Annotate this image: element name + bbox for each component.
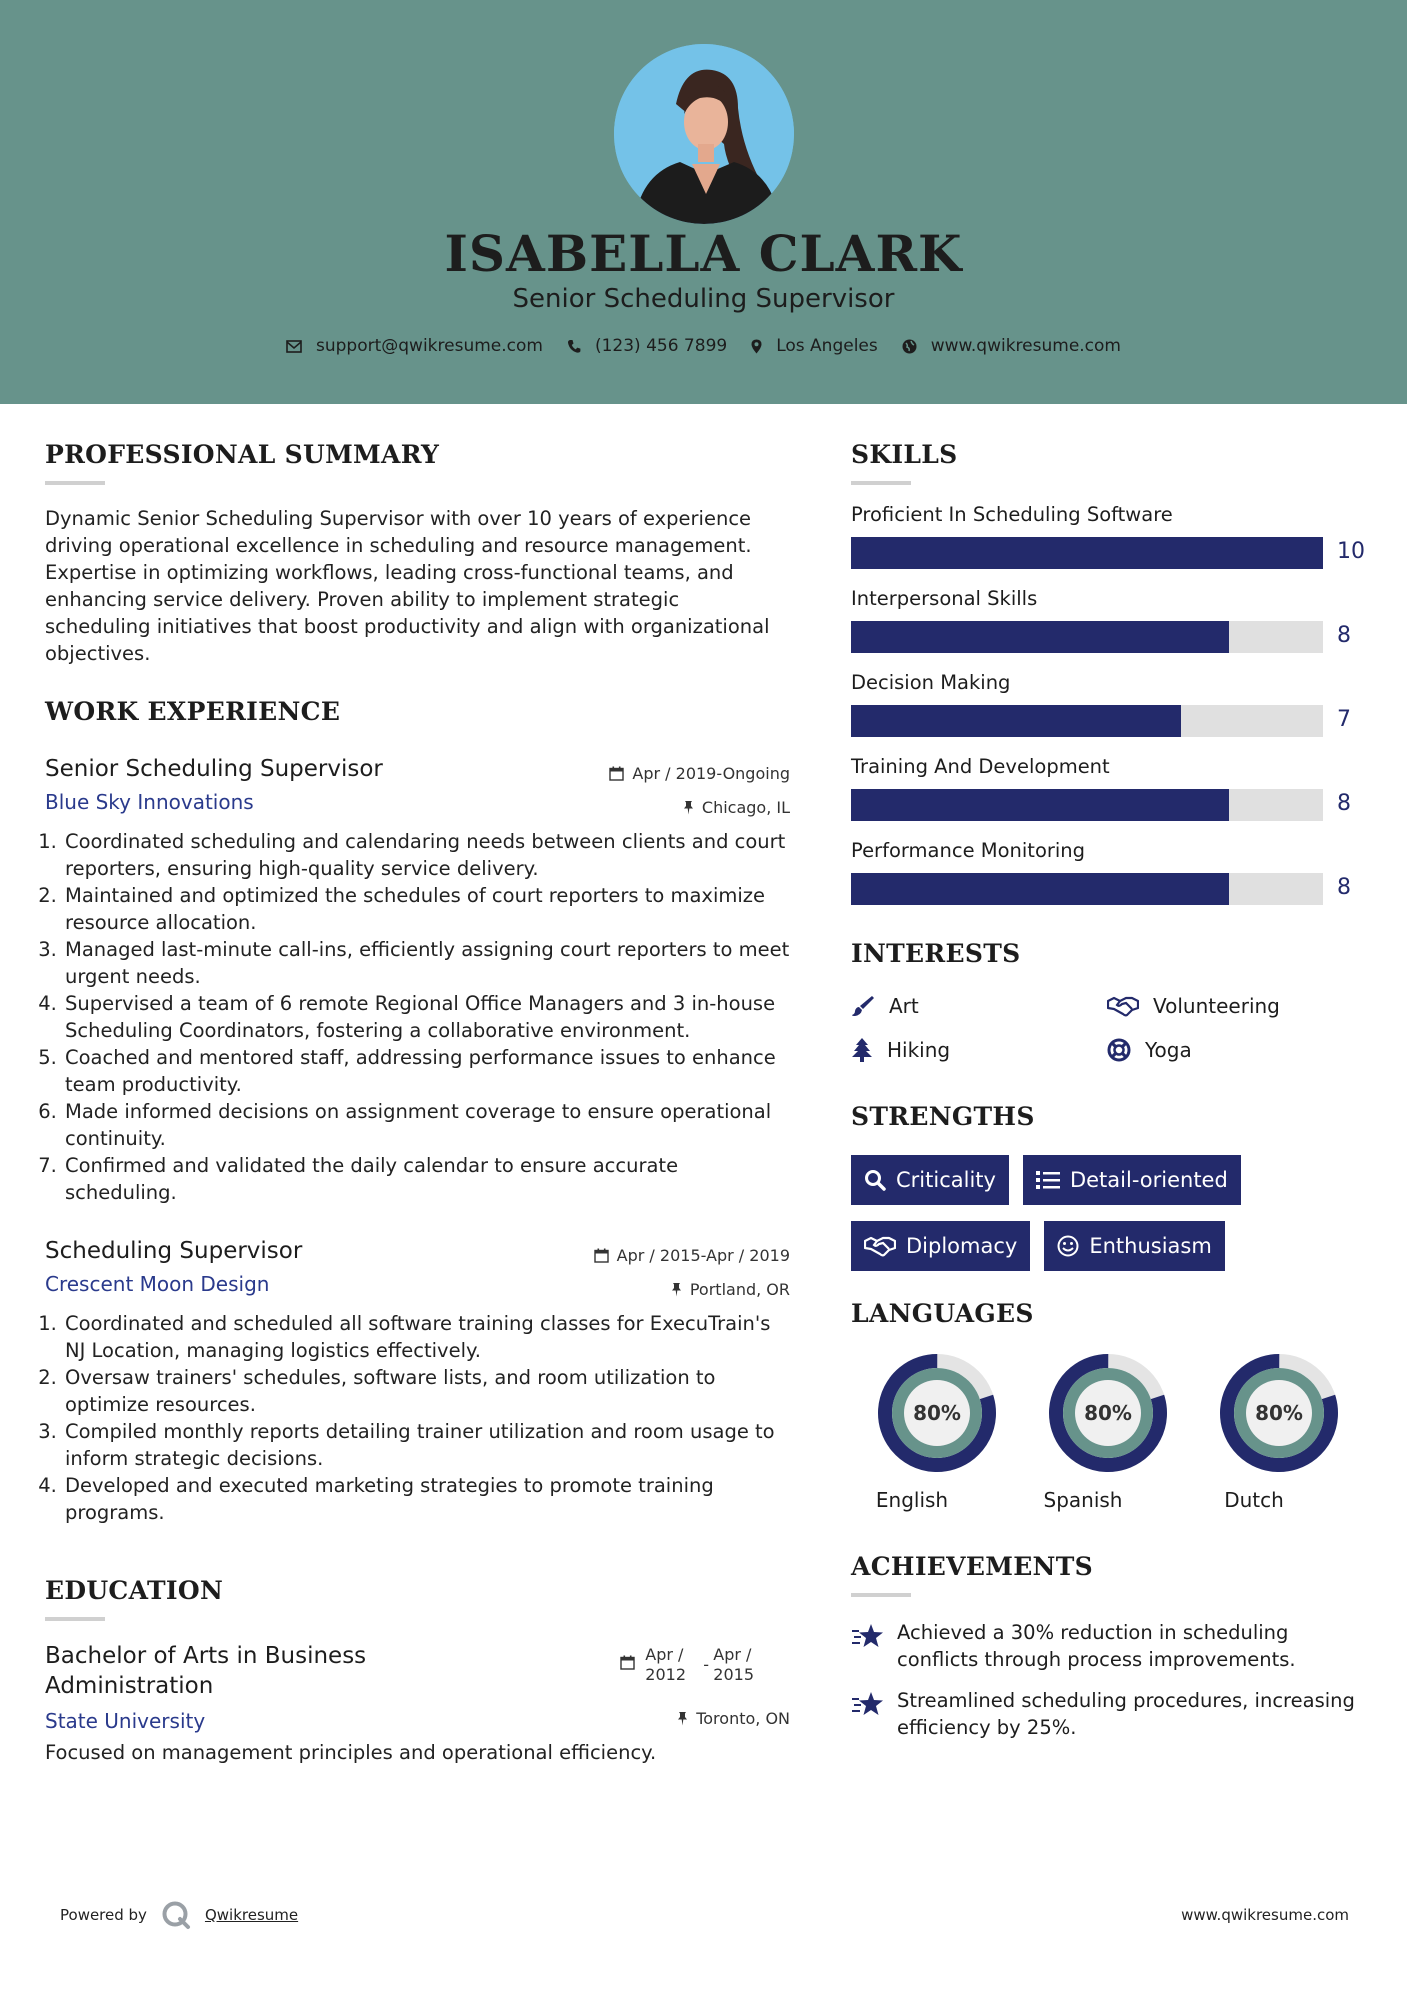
interest-item: [1107, 994, 1363, 1018]
job-bullet: 5. Coached and mentored staff, addressing performance issues to enhance team productivity.: [63, 1044, 790, 1098]
strength-tag: [851, 1155, 1009, 1205]
left-column: [45, 440, 790, 1764]
skill-item: [851, 671, 1371, 737]
skill-item: [851, 587, 1371, 653]
interest-label: Art: [889, 994, 919, 1018]
job-location-text: Chicago, IL: [701, 798, 790, 817]
language-name: Dutch: [1224, 1488, 1284, 1512]
job-company[interactable]: Crescent Moon Design: [45, 1272, 270, 1296]
interest-item: [851, 994, 1107, 1018]
education-section: [45, 1576, 790, 1764]
achievements-section: [851, 1552, 1371, 1741]
job-entry: [45, 756, 790, 1206]
job-bullet: 4. Supervised a team of 6 remote Regional Office Managers and 3 in-house Scheduling Coordinators, fostering a collaborative environment.: [63, 990, 790, 1044]
language-name: English: [875, 1488, 949, 1512]
skills-section: [851, 440, 1371, 905]
contact-phone[interactable]: [567, 336, 727, 356]
languages-heading: LANGUAGES: [851, 1299, 1034, 1328]
candidate-name: ISABELLA CLARK: [444, 224, 963, 283]
website-text: www.qwikresume.com: [930, 336, 1121, 356]
language-item: [1193, 1352, 1364, 1512]
qwikresume-logo-icon: [161, 1900, 191, 1930]
skill-item: [851, 503, 1371, 569]
skill-name: Interpersonal Skills: [851, 587, 1038, 610]
footer-powered-by: [60, 1900, 298, 1930]
interest-item: [1107, 1038, 1363, 1062]
contact-bar: [0, 336, 1407, 356]
calendar-icon: [609, 766, 624, 781]
strength-label: Detail-oriented: [1069, 1168, 1228, 1192]
language-item: [851, 1352, 1022, 1512]
job-dates: [609, 764, 790, 783]
resume-header: [0, 0, 1407, 404]
education-start-year: 2012: [645, 1665, 686, 1684]
education-end: [713, 1645, 754, 1685]
phone-icon: [567, 339, 581, 354]
education-end-month: Apr /: [713, 1645, 752, 1664]
job-bullet: 2. Maintained and optimized the schedules of court reporters to maximize resource allocation.: [63, 882, 790, 936]
pushpin-icon: [671, 1282, 682, 1297]
skill-name: Decision Making: [851, 671, 1011, 694]
skill-name: Training And Development: [851, 755, 1110, 778]
pushpin-icon: [683, 800, 694, 815]
job-company[interactable]: Blue Sky Innovations: [45, 790, 254, 814]
skill-bar-fill: [851, 873, 1229, 905]
strength-label: Diplomacy: [906, 1234, 1018, 1258]
calendar-icon: [620, 1655, 635, 1670]
star-icon: [851, 1623, 885, 1651]
language-item: [1022, 1352, 1193, 1512]
languages-section: [851, 1299, 1371, 1512]
education-start: [645, 1645, 703, 1685]
education-note: Focused on management principles and operational efficiency.: [45, 1741, 657, 1764]
skill-bar: [851, 789, 1371, 821]
skill-bar-fill: [851, 537, 1323, 569]
achievement-text: Achieved a 30% reduction in scheduling conflicts through process improvements.: [897, 1621, 1296, 1671]
job-title: Senior Scheduling Supervisor: [45, 756, 383, 782]
skill-item: [851, 839, 1371, 905]
contact-location: [751, 336, 878, 356]
education-end-year: 2015: [713, 1665, 754, 1684]
interest-label: Hiking: [887, 1038, 951, 1062]
job-bullet: 2. Oversaw trainers' schedules, software lists, and room utilization to optimize resources.: [63, 1364, 790, 1418]
right-column: [851, 440, 1371, 1741]
strength-label: Criticality: [896, 1168, 996, 1192]
skill-bar-fill: [851, 789, 1229, 821]
summary-heading: PROFESSIONAL SUMMARY: [45, 440, 440, 469]
summary-section: [45, 440, 790, 667]
achievement-item: [851, 1687, 1371, 1741]
language-ring: [1047, 1352, 1169, 1474]
skill-bar: [851, 537, 1371, 569]
job-bullet: 4. Developed and executed marketing strategies to promote training programs.: [63, 1472, 790, 1526]
section-divider: [851, 481, 911, 485]
job-bullet: 1. Coordinated scheduling and calendaring needs between clients and court reporters, ensuring high-quality service delivery.: [63, 828, 790, 882]
footer-website[interactable]: www.qwikresume.com: [1181, 1906, 1349, 1924]
skill-item: [851, 755, 1371, 821]
skills-heading: SKILLS: [851, 440, 958, 469]
handshake-icon: [1107, 995, 1139, 1017]
job-bullets: [45, 828, 790, 1206]
job-bullet: 3. Managed last-minute call-ins, efficiently assigning court reporters to meet urgent needs.: [63, 936, 790, 990]
strength-tags: [851, 1155, 1371, 1287]
school-name[interactable]: State University: [45, 1709, 206, 1733]
language-ring: [1218, 1352, 1340, 1474]
map-pin-icon: [751, 339, 762, 354]
education-location: [677, 1709, 790, 1728]
globe-icon: [902, 339, 917, 354]
summary-text: Dynamic Senior Scheduling Supervisor with over 10 years of experience driving operational excellence in scheduling and resource management. Expertise in optimizing workflows, leading cross-functional teams, and enhancing service delivery. Proven ability to implement strategic scheduling initiatives that boost productivity and align with organizational objectives.: [45, 507, 770, 665]
achievement-text: Streamlined scheduling procedures, increasing efficiency by 25%.: [897, 1689, 1355, 1739]
education-entry: [45, 1641, 790, 1764]
contact-website[interactable]: [902, 336, 1121, 356]
skill-score: 8: [1337, 875, 1351, 900]
skill-bar: [851, 705, 1371, 737]
interest-label: Yoga: [1145, 1038, 1192, 1062]
skill-score: 10: [1337, 539, 1365, 564]
achievements-heading: ACHIEVEMENTS: [851, 1552, 1093, 1581]
language-list: [851, 1352, 1371, 1512]
skill-bar: [851, 873, 1371, 905]
brush-icon: [851, 994, 875, 1018]
profile-photo: [614, 44, 794, 224]
skill-bar: [851, 621, 1371, 653]
email-text: support@qwikresume.com: [316, 336, 543, 356]
strength-tag: [1023, 1155, 1241, 1205]
education-location-text: Toronto, ON: [696, 1709, 790, 1728]
interests-heading: INTERESTS: [851, 939, 1021, 968]
education-date-dash: -: [703, 1655, 710, 1674]
candidate-title: Senior Scheduling Supervisor: [512, 284, 895, 314]
degree-title: Bachelor of Arts in Business Administration: [45, 1643, 367, 1699]
job-location-text: Portland, OR: [689, 1280, 790, 1299]
location-text: Los Angeles: [776, 336, 878, 356]
strengths-section: [851, 1102, 1371, 1287]
skills-list: [851, 503, 1371, 905]
language-name: Spanish: [1043, 1488, 1123, 1512]
achievement-item: [851, 1619, 1371, 1673]
skill-name: Proficient In Scheduling Software: [851, 503, 1173, 526]
search-icon: [864, 1169, 886, 1191]
skill-score: 8: [1337, 791, 1351, 816]
job-location: [683, 798, 790, 817]
language-percent: 80%: [912, 1401, 961, 1425]
contact-email[interactable]: [286, 336, 543, 356]
strengths-heading: STRENGTHS: [851, 1102, 1035, 1131]
job-bullet: 3. Compiled monthly reports detailing trainer utilization and room usage to inform strategic decisions.: [63, 1418, 790, 1472]
section-divider: [851, 1593, 911, 1597]
job-dates-text: Apr / 2019-Ongoing: [632, 764, 790, 783]
interest-label: Volunteering: [1153, 994, 1280, 1018]
experience-heading: WORK EXPERIENCE: [45, 697, 341, 726]
strength-tag: [851, 1221, 1030, 1271]
envelope-icon: [286, 340, 302, 353]
interests-section: [851, 939, 1371, 1062]
job-bullets: [45, 1310, 790, 1526]
job-bullet: 7. Confirmed and validated the daily calendar to ensure accurate scheduling.: [63, 1152, 790, 1206]
strength-tag: [1044, 1221, 1224, 1271]
education-heading: EDUCATION: [45, 1576, 224, 1605]
skill-bar-fill: [851, 621, 1229, 653]
star-icon: [851, 1691, 885, 1719]
experience-section: [45, 697, 790, 1526]
job-title: Scheduling Supervisor: [45, 1238, 303, 1264]
strength-label: Enthusiasm: [1089, 1234, 1212, 1258]
smile-icon: [1057, 1235, 1079, 1257]
pushpin-icon: [677, 1711, 688, 1726]
interests-grid: [851, 994, 1371, 1062]
job-entry: [45, 1238, 790, 1526]
language-percent: 80%: [1254, 1401, 1303, 1425]
section-divider: [45, 1617, 105, 1621]
lifebuoy-icon: [1107, 1038, 1131, 1062]
skill-name: Performance Monitoring: [851, 839, 1086, 862]
education-start-month: Apr /: [645, 1645, 684, 1664]
language-percent: 80%: [1083, 1401, 1132, 1425]
job-location: [671, 1280, 790, 1299]
interest-item: [851, 1038, 1107, 1062]
job-bullet: 6. Made informed decisions on assignment coverage to ensure operational continuity.: [63, 1098, 790, 1152]
handshake-icon: [864, 1235, 896, 1257]
brand-link[interactable]: Qwikresume: [204, 1906, 299, 1924]
calendar-icon: [594, 1248, 609, 1263]
job-dates-text: Apr / 2015-Apr / 2019: [616, 1246, 790, 1265]
list-icon: [1036, 1170, 1060, 1190]
powered-by-label: Powered by: [60, 1906, 147, 1924]
language-ring: [876, 1352, 998, 1474]
section-divider: [45, 481, 105, 485]
job-bullet: 1. Coordinated and scheduled all software training classes for ExecuTrain's NJ Location, managing logistics effectively.: [63, 1310, 790, 1364]
skill-score: 8: [1337, 623, 1351, 648]
skill-bar-fill: [851, 705, 1181, 737]
job-dates: [594, 1246, 790, 1265]
phone-text: (123) 456 7899: [594, 336, 728, 356]
tree-icon: [851, 1038, 873, 1062]
skill-score: 7: [1337, 707, 1351, 732]
education-dates: [620, 1645, 754, 1685]
